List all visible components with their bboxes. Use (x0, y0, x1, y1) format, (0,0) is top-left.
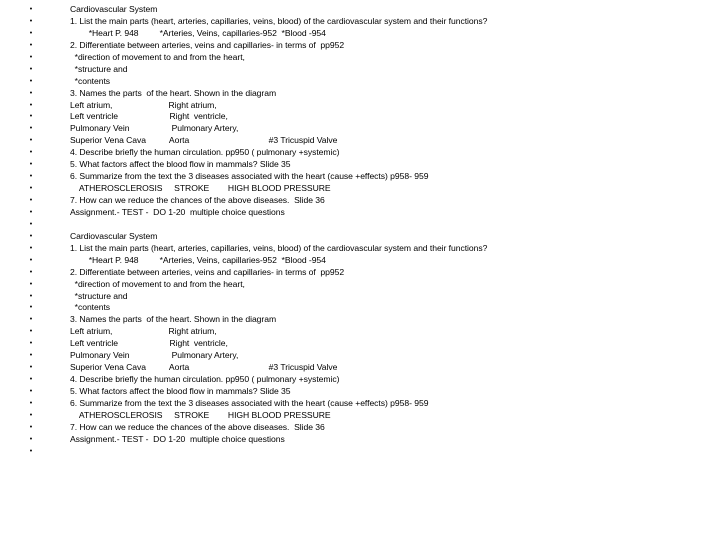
list-item (0, 123, 700, 135)
list-item-text: ATHEROSCLEROSIS STROKE HIGH BLOOD PRESSURE (70, 183, 331, 194)
bullet-list (0, 4, 700, 458)
bullet-icon: • (29, 53, 33, 61)
list-item (0, 171, 700, 183)
bullet-icon: • (29, 280, 33, 288)
list-item-text: Superior Vena Cava Aorta #3 Tricuspid Valve (70, 362, 338, 373)
bullet-icon: • (29, 6, 33, 13)
list-item (0, 362, 700, 374)
list-item-text: 6. Summarize from the text the 3 diseases associated with the heart (cause +effects) p958- 959 (70, 397, 429, 408)
list-item-text: 3. Names the parts of the heart. Shown in the diagram (70, 87, 277, 98)
bullet-icon: • (29, 316, 33, 324)
list-item-text: Left ventricle Right ventricle, (70, 338, 228, 349)
bullet-icon: • (29, 268, 33, 276)
list-item-text: 6. Summarize from the text the 3 diseases associated with the heart (cause +effects) p958- 959 (70, 171, 429, 182)
bullet-icon: • (29, 304, 33, 312)
bullet-icon: • (29, 352, 33, 360)
list-item-text: 1. List the main parts (heart, arteries, capillaries, veins, blood) of the cardiovascular system and their functions? (70, 15, 488, 26)
list-item-text: 4. Describe briefly the human circulation. pp950 ( pulmonary +systemic) (70, 374, 340, 385)
list-item-text: Left atrium, Right atrium, (70, 99, 217, 110)
list-item (0, 338, 700, 350)
list-item (0, 219, 700, 231)
bullet-icon: • (29, 185, 33, 193)
list-item (0, 279, 700, 291)
list-item (0, 76, 700, 88)
list-item-text: *direction of movement to and from the heart, (70, 278, 245, 289)
bullet-icon: • (29, 137, 33, 145)
bullet-icon: • (29, 41, 33, 49)
bullet-icon: • (29, 340, 33, 348)
list-item (0, 40, 700, 52)
bullet-icon: • (29, 328, 33, 336)
list-item (0, 255, 700, 267)
list-item-text: 7. How can we reduce the chances of the above diseases. Slide 36 (70, 421, 325, 432)
list-item-text: *structure and (70, 63, 128, 74)
bullet-icon: • (29, 113, 33, 121)
list-item-text: *structure and (70, 290, 128, 301)
bullet-icon: • (29, 244, 33, 252)
list-item (0, 326, 700, 338)
list-item-text: Pulmonary Vein Pulmonary Artery, (70, 123, 239, 134)
list-item (0, 135, 700, 147)
list-item (0, 410, 700, 422)
list-item (0, 64, 700, 76)
list-item (0, 28, 700, 40)
list-item-text: 1. List the main parts (heart, arteries, capillaries, veins, blood) of the cardiovascular system and their functions? (70, 242, 488, 253)
bullet-icon: • (29, 101, 33, 109)
bullet-icon: • (29, 399, 33, 407)
bullet-icon: • (29, 125, 33, 133)
bullet-icon: • (29, 364, 33, 372)
list-item-text: Cardiovascular System (70, 230, 158, 241)
bullet-icon: • (29, 161, 33, 169)
list-item (0, 243, 700, 255)
list-item (0, 302, 700, 314)
list-item (0, 195, 700, 207)
list-item-text: *direction of movement to and from the heart, (70, 51, 245, 62)
bullet-icon: • (29, 376, 33, 384)
list-item (0, 386, 700, 398)
list-item (0, 314, 700, 326)
bullet-icon: • (29, 197, 33, 204)
list-item (0, 398, 700, 410)
bullet-icon: • (29, 256, 33, 264)
list-item (0, 350, 700, 362)
list-item (0, 267, 700, 279)
list-item-text: 4. Describe briefly the human circulation. pp950 ( pulmonary +systemic) (70, 147, 340, 158)
list-item (0, 147, 700, 159)
list-item (0, 100, 700, 112)
bullet-icon: • (29, 220, 33, 228)
list-item-text: Assignment.- TEST - DO 1-20 multiple choice questions (70, 206, 285, 217)
list-item-text: 3. Names the parts of the heart. Shown in the diagram (70, 314, 277, 325)
bullet-icon: • (29, 292, 33, 300)
list-item (0, 111, 700, 123)
bullet-icon: • (29, 232, 33, 240)
list-item (0, 207, 700, 219)
bullet-icon: • (29, 173, 33, 181)
list-item (0, 434, 700, 446)
bullet-icon: • (29, 65, 33, 73)
list-item-text: *Heart P. 948 *Arteries, Veins, capillaries-952 *Blood -954 (70, 254, 326, 265)
bullet-icon: • (29, 77, 33, 85)
bullet-icon: • (29, 89, 33, 97)
list-item (0, 231, 700, 243)
bullet-icon: • (29, 435, 33, 443)
bullet-icon: • (29, 29, 33, 37)
list-item-text: Left ventricle Right ventricle, (70, 111, 228, 122)
bullet-icon: • (29, 208, 33, 216)
list-item-text: 5. What factors affect the blood flow in mammals? Slide 35 (70, 386, 291, 396)
list-item-text: *contents (70, 75, 111, 86)
list-item (0, 183, 700, 195)
list-item (0, 374, 700, 386)
bullet-icon: • (29, 447, 33, 455)
list-item (0, 422, 700, 434)
list-item-text: Superior Vena Cava Aorta #3 Tricuspid Valve (70, 135, 338, 146)
list-item-text: *Heart P. 948 *Arteries, Veins, capillaries-952 *Blood -954 (70, 27, 326, 38)
bullet-icon: • (29, 423, 33, 431)
bullet-icon: • (29, 411, 33, 419)
list-item (0, 291, 700, 303)
list-item-text: ATHEROSCLEROSIS STROKE HIGH BLOOD PRESSURE (70, 409, 331, 420)
list-item-text: Assignment.- TEST - DO 1-20 multiple choice questions (70, 433, 285, 444)
list-item-text: Pulmonary Vein Pulmonary Artery, (70, 350, 239, 361)
bullet-icon: • (29, 388, 33, 395)
list-item-text: 2. Differentiate between arteries, veins and capillaries- in terms of pp952 (70, 39, 345, 50)
list-item (0, 4, 700, 16)
list-item (0, 446, 700, 458)
bullet-icon: • (29, 149, 33, 157)
list-item-text: 2. Differentiate between arteries, veins and capillaries- in terms of pp952 (70, 266, 345, 277)
list-item (0, 16, 700, 28)
list-item (0, 88, 700, 100)
list-item (0, 52, 700, 64)
list-item-text: 7. How can we reduce the chances of the above diseases. Slide 36 (70, 195, 325, 205)
list-item-text: *contents (70, 302, 111, 313)
list-item-text: Cardiovascular System (70, 4, 158, 14)
list-item-text: 5. What factors affect the blood flow in mammals? Slide 35 (70, 159, 291, 170)
list-item (0, 159, 700, 171)
list-item-text: Left atrium, Right atrium, (70, 326, 217, 337)
bullet-icon: • (29, 17, 33, 25)
